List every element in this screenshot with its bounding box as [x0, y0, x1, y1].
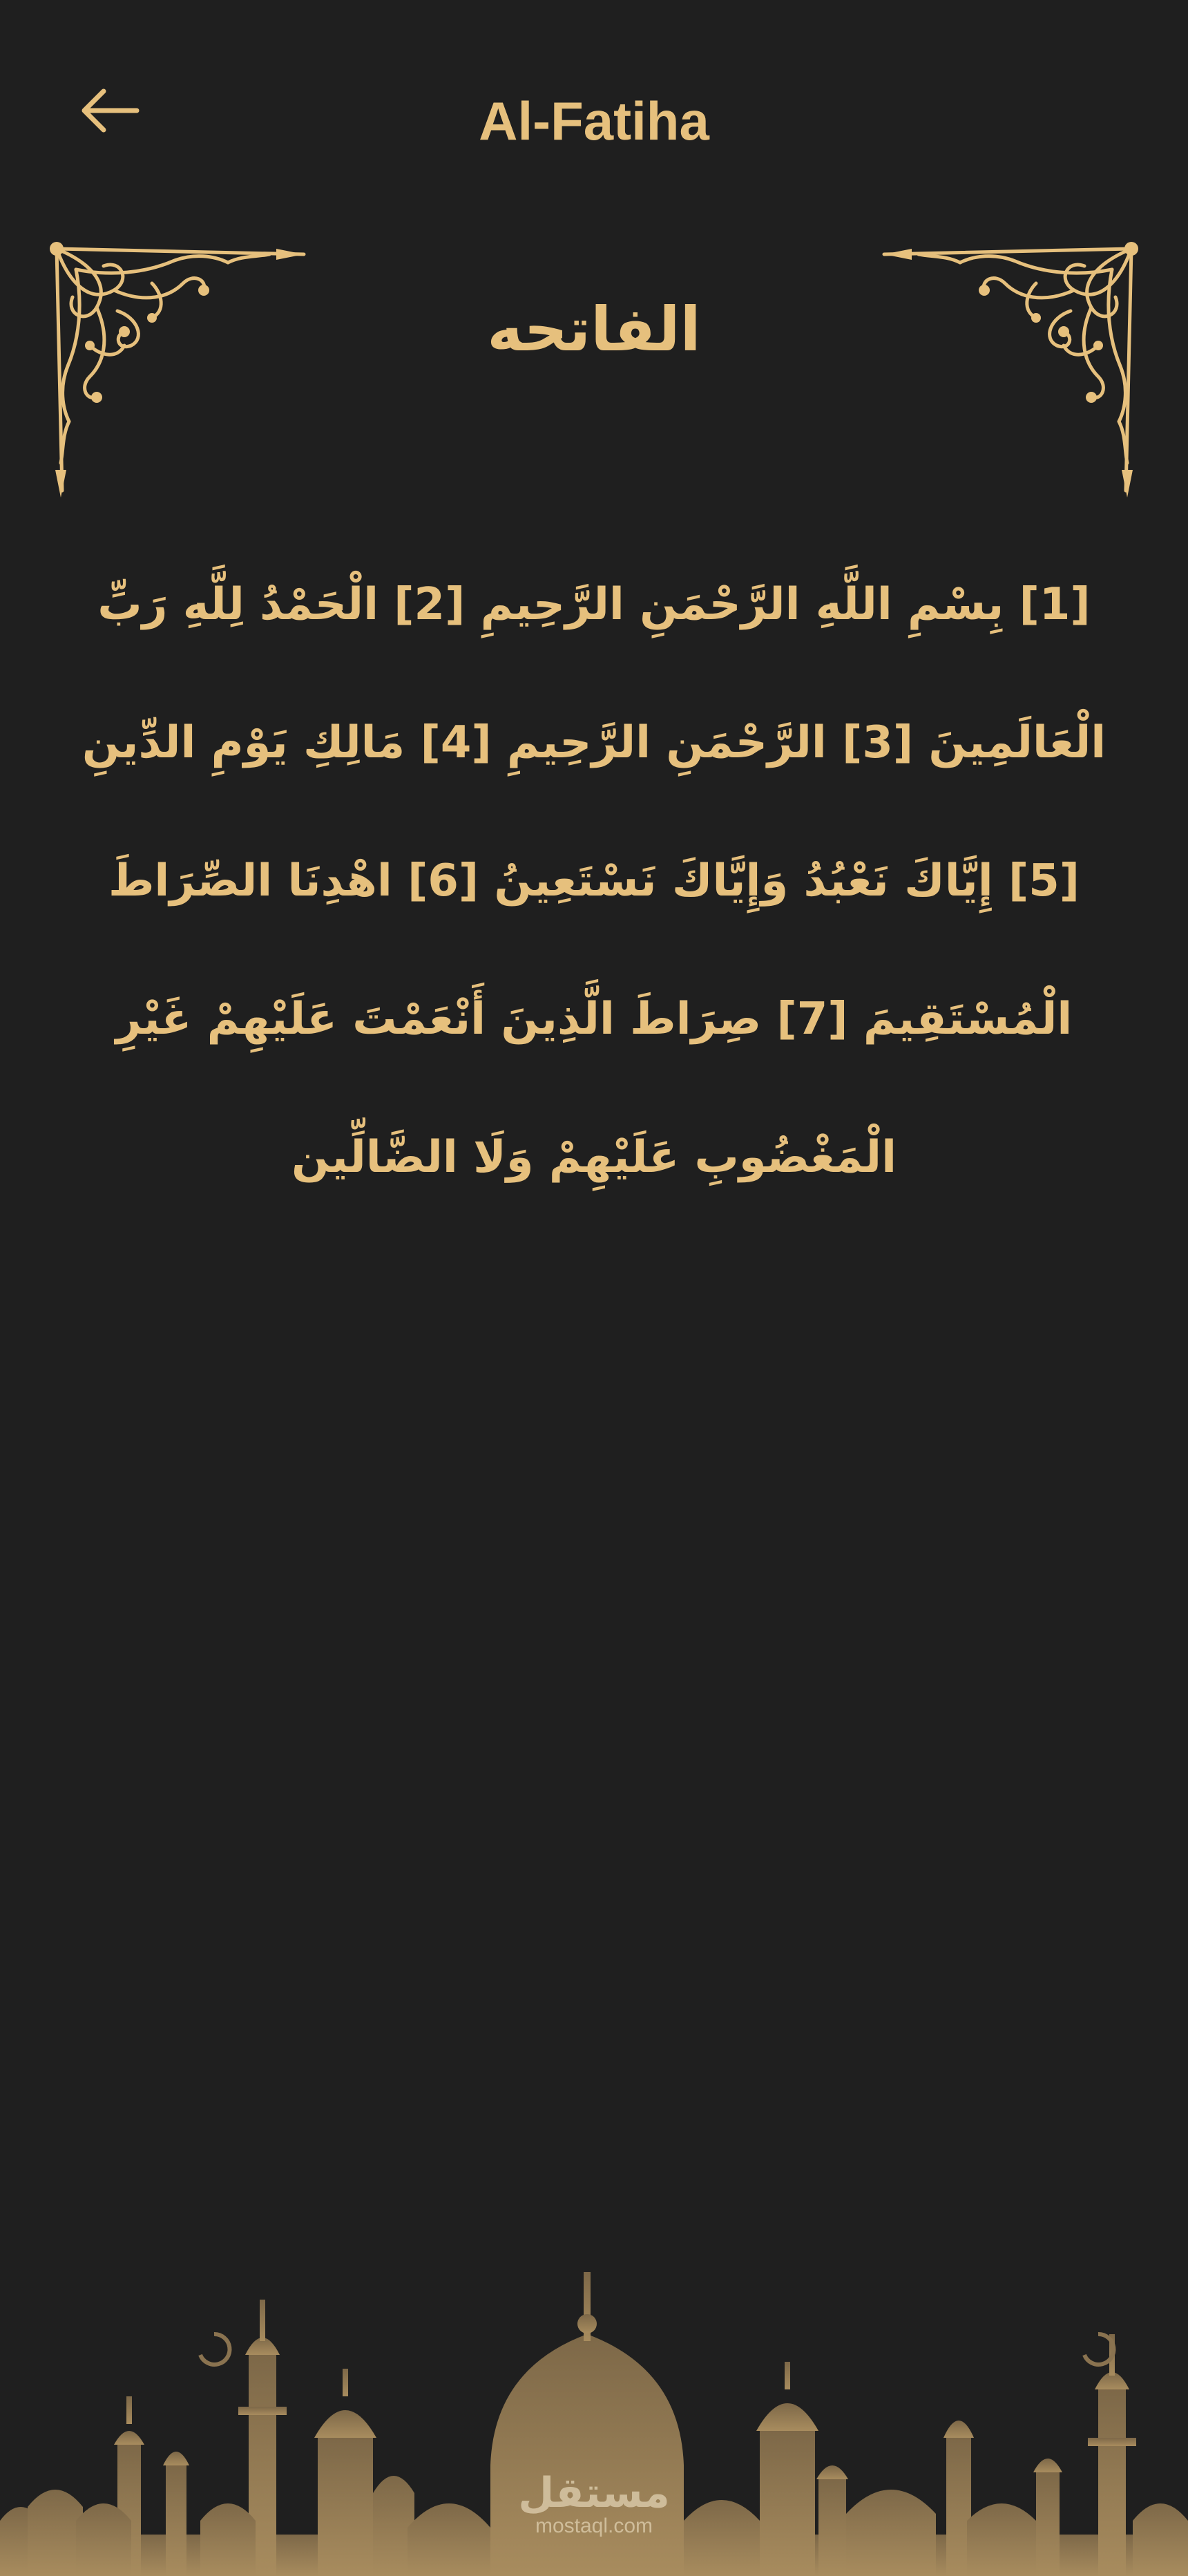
verse-number: [3] — [842, 717, 914, 768]
page-title: Al-Fatiha — [479, 91, 709, 151]
surah-name: الفاتحه — [487, 294, 701, 365]
verse-text: مَالِكِ يَوْمِ الدِّينِ — [82, 717, 405, 768]
verse-number: [1] — [1019, 579, 1091, 630]
verse-text: إِيَّاكَ نَعْبُدُ وَإِيَّاكَ نَسْتَعِينُ — [494, 855, 993, 907]
verse-number: [6] — [408, 855, 479, 907]
corner-ornament-icon — [48, 242, 311, 504]
watermark-url: mostaql.com — [535, 2515, 653, 2537]
verse-text: اهْدِنَا الصِّرَاطَ الْمُسْتَقِيمَ — [108, 855, 1073, 1045]
verse-text: صِرَاطَ الَّذِينَ أَنْعَمْتَ عَلَيْهِمْ غَيْرِ الْمَغْضُوبِ عَلَيْهِمْ وَلَا الضَّالِّين — [115, 994, 897, 1183]
watermark-arabic: مستقل — [518, 2469, 670, 2517]
verse-text: الْحَمْدُ لِلَّهِ رَبِّ الْعَالَمِينَ — [97, 579, 1106, 768]
watermark — [0, 2469, 1188, 2538]
verse-number: [4] — [420, 717, 492, 768]
verse-number: [7] — [776, 994, 848, 1045]
corner-ornament-icon — [877, 242, 1140, 504]
verse-number: [5] — [1008, 855, 1080, 907]
verse-number: [2] — [394, 579, 466, 630]
verse-text: الرَّحْمَنِ الرَّحِيمِ — [506, 717, 827, 768]
verses-text — [76, 536, 1112, 1227]
verse-text: بِسْمِ اللَّهِ الرَّحْمَنِ الرَّحِيمِ — [480, 579, 1004, 630]
